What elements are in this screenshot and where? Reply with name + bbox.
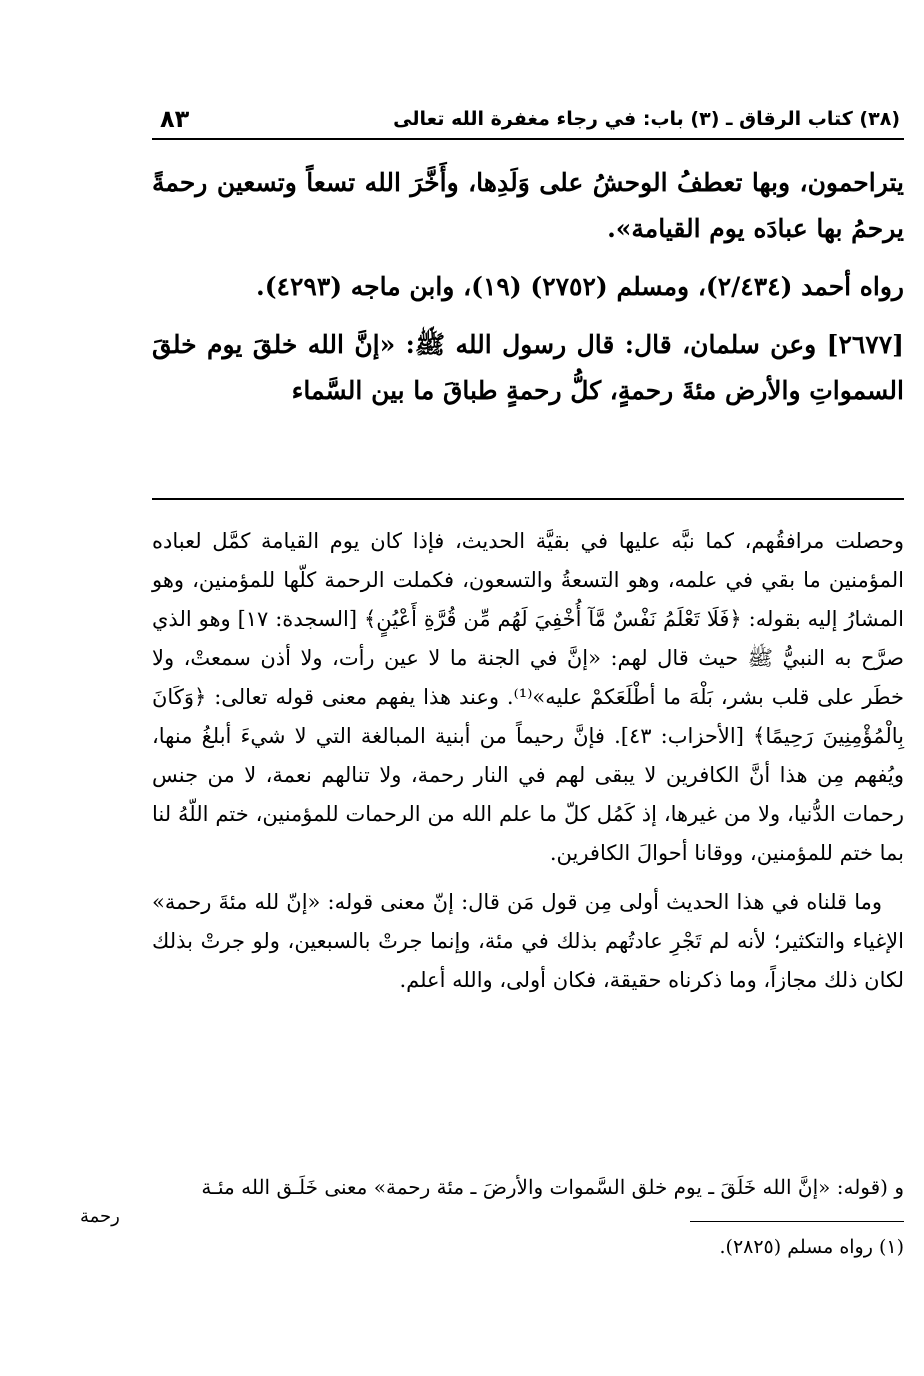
hadith-paragraph-2677: [٢٦٧٧] وعن سلمان، قال: قال رسول الله ﷺ: «إنَّ الله خلقَ يوم خلقَ السمواتِ والأرض مئةَ رحمةٍ، كلُّ رحمةٍ طباقَ ما بين السَّماء [152, 330, 904, 405]
hadith-paragraph-1: يتراحمون، وبها تعطفُ الوحشُ على وَلَدِها، وأَخَّرَ الله تسعاً وتسعين رحمةً يرحمُ بها عبادَه يوم القيامة». [152, 168, 904, 243]
commentary-text [152, 522, 904, 1010]
page-number: ٨٣ [160, 105, 190, 133]
page-header [160, 104, 900, 134]
commentary-paragraph-2: وما قلناه في هذا الحديث أولى مِن قول مَن قال: إنّ معنى قوله: «إنّ لله مئةَ رحمة» الإغياء والتكثير؛ لأنه لم تَجْرِ عادتُهم بذلك في مئة، وإنما جرتْ بالسبعين، ولو جرتْ بذلك لكان ذلك مجازاً، وما ذكرناه حقيقة، فكان أولى، والله أعلم. [152, 890, 904, 992]
section-divider [152, 498, 904, 500]
running-title: (٣٨) كتاب الرقاق ـ (٣) باب: في رجاء مغفرة الله تعالى [393, 108, 900, 130]
header-divider [152, 138, 904, 140]
margin-note-continuation: رحمة [80, 1206, 120, 1227]
hadith-text [152, 160, 904, 426]
commentary-paragraph-1: وحصلت مرافقُهم، كما نبَّه عليها في بقيَّة الحديث، فإذا كان يوم القيامة كمَّل لعباده المؤمنين ما بقي في علمه، وهو التسعةُ والتسعون، فكملت الرحمة كلّها للمؤمنين، وهو المشارُ إليه بقوله: ﴿فَلَا تَعْلَمُ نَفْسٌ مَّآ أُخْفِيَ لَهُم مِّن قُرَّةِ أَعْيُنٍ﴾ [السجدة: ١٧] وهو الذي صرَّح به النبيُّ ﷺ حيث قال لهم: «إنَّ في الجنة ما لا عين رأت، ولا أذن سمعتْ، ولا خطَر على قلب بشر، بَلْهَ ما أطْلَعَكمْ عليه»⁽¹⁾. وعند هذا يفهم معنى قوله تعالى: ﴿وَكَانَ بِالْمُؤْمِنِينَ رَحِيمًا﴾ [الأحزاب: ٤٣]. فإنَّ رحيماً من أبنية المبالغة التي لا شيءَ أبلغُ منها، ويُفهم مِن هذا أنَّ الكافرين لا يبقى لهم في النار رحمة، ولا تنالهم نعمة، لا من جنس رحمات الدُّنيا، ولا من غيرها، إذ كَمُل كلّ ما علم الله من الرحمات للمؤمنين، ختم اللّهُ لنا بما ختم للمؤمنين، ووقانا أحوالَ الكافرين. [152, 529, 904, 865]
footnote: (١) رواه مسلم (٢٨٢٥). [719, 1236, 904, 1258]
margin-note: و (قوله: «إنَّ الله خَلَقَ ـ يوم خلق السَّموات والأرضَ ـ مئة رحمة» معنى خَلَـق الله مئـة [201, 1175, 904, 1199]
hadith-source-paragraph: رواه أحمد (٢/٤٣٤)، ومسلم (٢٧٥٢) (١٩)، وابن ماجه (٤٢٩٣). [255, 272, 904, 301]
footnote-divider [690, 1221, 904, 1222]
